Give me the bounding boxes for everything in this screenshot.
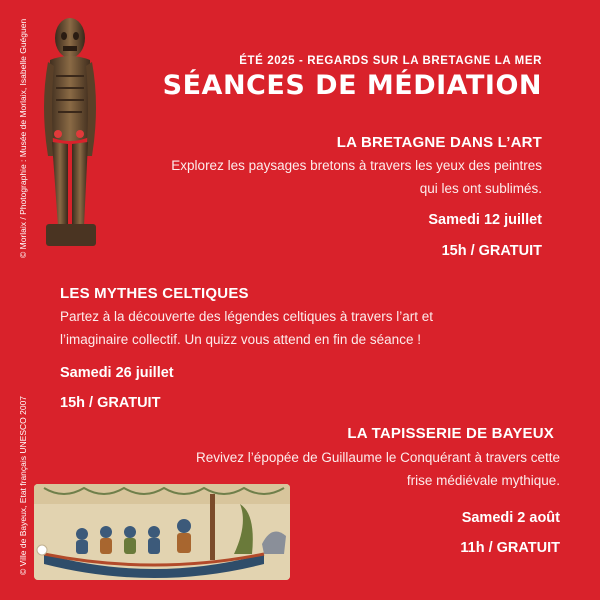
statue-image: [36, 16, 104, 248]
session-description: Revivez l’épopée de Guillaume le Conquérant à travers cette frise médiévale mythique.: [196, 450, 560, 488]
session-time: 15h / GRATUIT: [60, 395, 161, 411]
photo-credit-tapestry: © Ville de Bayeux, Etat français UNESCO 2007: [18, 395, 28, 575]
session-date: Samedi 2 août: [461, 510, 560, 526]
session-title: LA TAPISSERIE DE BAYEUX: [347, 425, 554, 442]
session-date: Samedi 12 juillet: [428, 212, 542, 228]
session-date: Samedi 26 juillet: [60, 365, 174, 381]
session-description: Partez à la découverte des légendes celtiques à travers l’art et l’imaginaire collectif. Un quizz vous attend en fin de séance !: [60, 309, 433, 347]
event-subtitle: ÉTÉ 2025 - REGARDS SUR LA BRETAGNE LA MER: [239, 55, 542, 67]
photo-credit-statue: © Morlaix / Photographie : Musée de Morlaix, Isabelle Guéguen: [18, 18, 28, 258]
session-description: Explorez les paysages bretons à travers les yeux des peintres qui les ont sublimés.: [171, 158, 542, 196]
tapestry-image: [34, 484, 290, 580]
session-time: 15h / GRATUIT: [441, 243, 542, 259]
page-title: SÉANCES DE MÉDIATION: [162, 70, 542, 101]
session-title: LES MYTHES CELTIQUES: [60, 285, 249, 302]
session-time: 11h / GRATUIT: [460, 540, 560, 556]
session-title: LA BRETAGNE DANS L’ART: [336, 134, 542, 151]
